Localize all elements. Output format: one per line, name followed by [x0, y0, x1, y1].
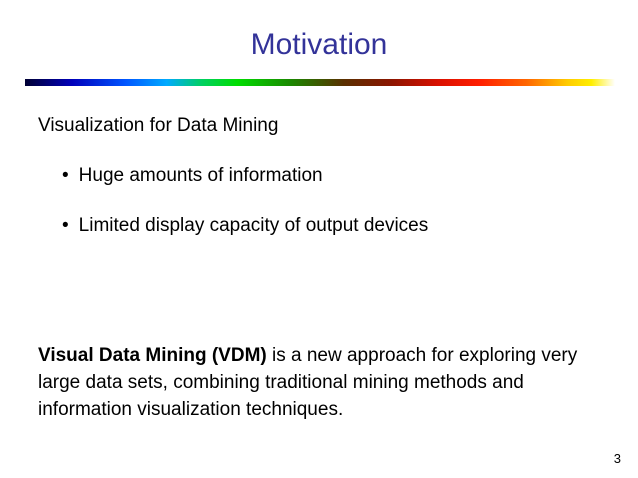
- conclusion-line3: mining methods and information visualization techniques.: [38, 372, 524, 420]
- conclusion-paragraph: [38, 342, 610, 423]
- conclusion-line1-rest: is a new approach for: [272, 345, 454, 366]
- bullet-text: Limited display capacity of output devices: [78, 215, 429, 236]
- section-heading: Visualization for Data Mining: [38, 115, 279, 136]
- conclusion-line2: exploring very large data sets, combining traditional: [38, 345, 578, 393]
- bullet-item: [62, 214, 428, 238]
- bullet-dot-icon: •: [62, 215, 69, 236]
- bullet-item: [62, 164, 323, 188]
- bullet-dot-icon: •: [62, 165, 69, 186]
- slide-title: Motivation: [250, 28, 388, 61]
- conclusion-bold-lead: Visual Data Mining (VDM): [38, 345, 267, 366]
- bullet-text: Huge amounts of information: [78, 165, 323, 186]
- divider-gradient-bar: [25, 79, 615, 86]
- page-number: 3: [613, 451, 621, 466]
